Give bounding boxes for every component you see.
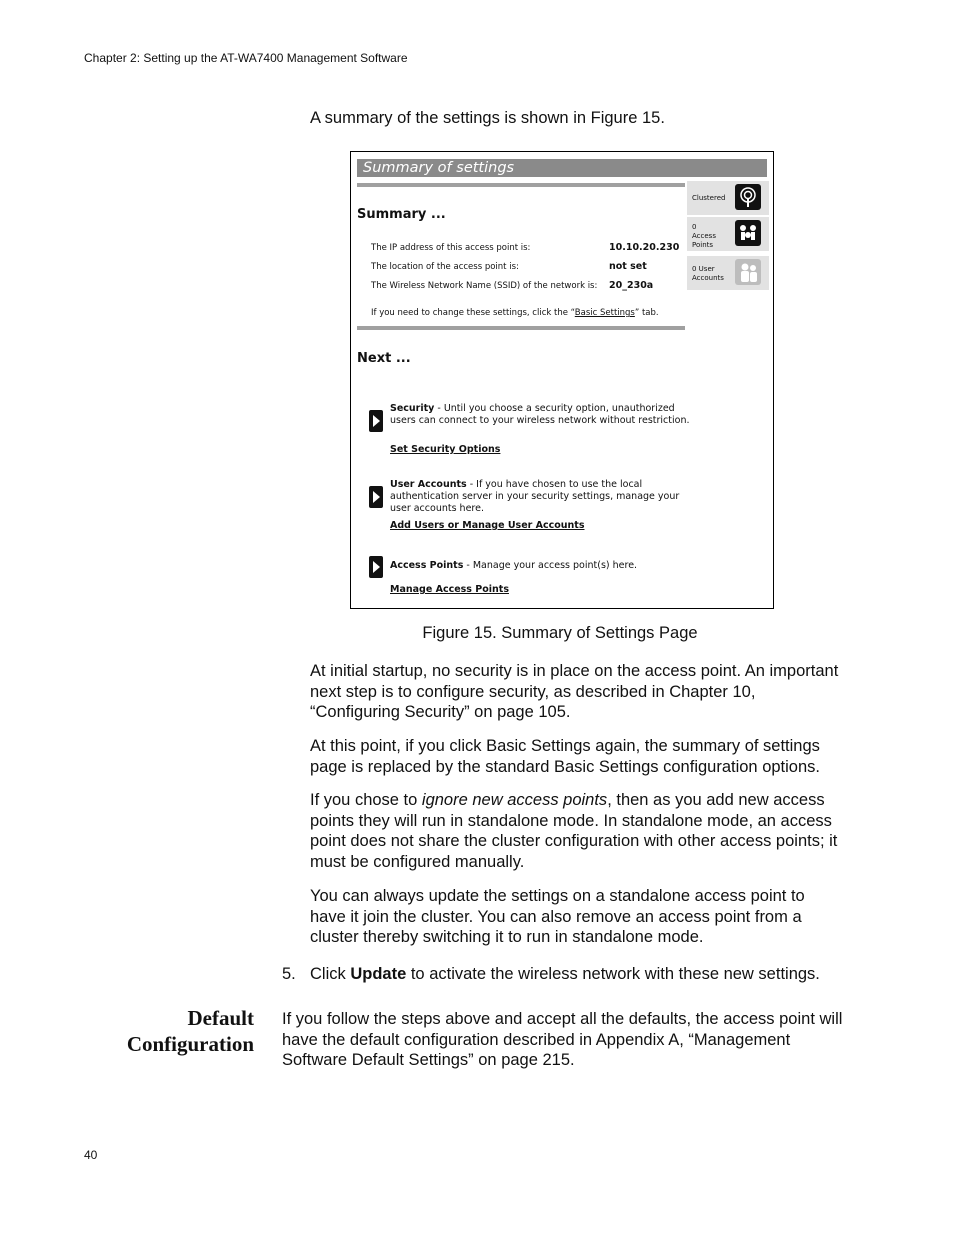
paragraph-security: At initial startup, no security is in place on the access point. An important next step is to configure security, as described in Chapter 10, “Configuring Security” on page 105. <box>310 662 839 721</box>
manage-user-accounts-link[interactable]: Add Users or Manage User Accounts <box>390 520 585 531</box>
running-header: Chapter 2: Setting up the AT-WA7400 Management Software <box>84 51 408 65</box>
ip-value: 10.10.20.230 <box>609 242 680 253</box>
manage-access-points-link[interactable]: Manage Access Points <box>390 584 509 595</box>
change-note: If you need to change these settings, click the “Basic Settings” tab. <box>371 308 659 318</box>
step-text: Click Update to activate the wireless network with these new settings. <box>310 965 820 983</box>
next-heading: Next ... <box>357 351 411 366</box>
user-accounts-description: User Accounts - If you have chosen to use the local authentication server in your security settings, manage your user accounts here. <box>390 479 680 514</box>
figure-caption: Figure 15. Summary of Settings Page <box>422 624 698 642</box>
security-description: Security - Until you choose a security option, unauthorized users can connect to your wireless network without restriction. <box>390 403 690 426</box>
access-points-icon <box>735 220 761 246</box>
paragraph-join-cluster: You can always update the settings on a standalone access point to have it join the cluster. You can also remove an access point from a cluster thereby switching it to run in standalone mode. <box>310 887 805 946</box>
basic-settings-link[interactable]: Basic Settings <box>574 308 635 318</box>
step-number: 5. <box>282 965 296 983</box>
section-paragraph: If you follow the steps above and accept all the defaults, the access point will have the default configuration described in Appendix A, “Management Software Default Settings” on page 215. <box>282 1010 843 1069</box>
location-value: not set <box>609 261 647 272</box>
access-points-description: Access Points - Manage your access point(s) here. <box>390 560 638 571</box>
divider <box>357 183 685 187</box>
summary-title-bar: Summary of settings <box>357 159 767 177</box>
intro-paragraph: A summary of the settings is shown in Figure 15. <box>310 109 665 127</box>
user-accounts-count[interactable]: 0 User Accounts <box>687 256 769 290</box>
ssid-label: The Wireless Network Name (SSID) of the network is: <box>371 281 598 291</box>
section-heading: Default Configuration <box>126 1006 254 1056</box>
user-accounts-icon <box>735 259 761 285</box>
ip-label: The IP address of this access point is: <box>371 243 531 253</box>
page-number: 40 <box>84 1148 98 1162</box>
summary-screenshot <box>350 151 774 609</box>
paragraph-basic-settings: At this point, if you click Basic Settings again, the summary of settings page is replaced by the standard Basic Settings configuration options. <box>310 737 820 776</box>
location-label: The location of the access point is: <box>371 262 519 272</box>
access-points-count[interactable]: 0 Access Points <box>687 217 769 251</box>
arrow-right-icon <box>369 556 383 578</box>
cluster-icon <box>735 184 761 210</box>
clustered-status[interactable]: Clustered <box>687 181 769 215</box>
set-security-options-link[interactable]: Set Security Options <box>390 444 501 455</box>
arrow-right-icon <box>369 486 383 508</box>
ssid-value: 20_230a <box>609 280 654 291</box>
summary-heading: Summary ... <box>357 207 446 222</box>
divider <box>357 326 685 330</box>
paragraph-standalone: If you chose to ignore new access points, then as you add new access points they will run in standalone mode. In standalone mode, an access point does not share the cluster configuration with other access points; it must be configured manually. <box>310 791 838 871</box>
arrow-right-icon <box>369 410 383 432</box>
